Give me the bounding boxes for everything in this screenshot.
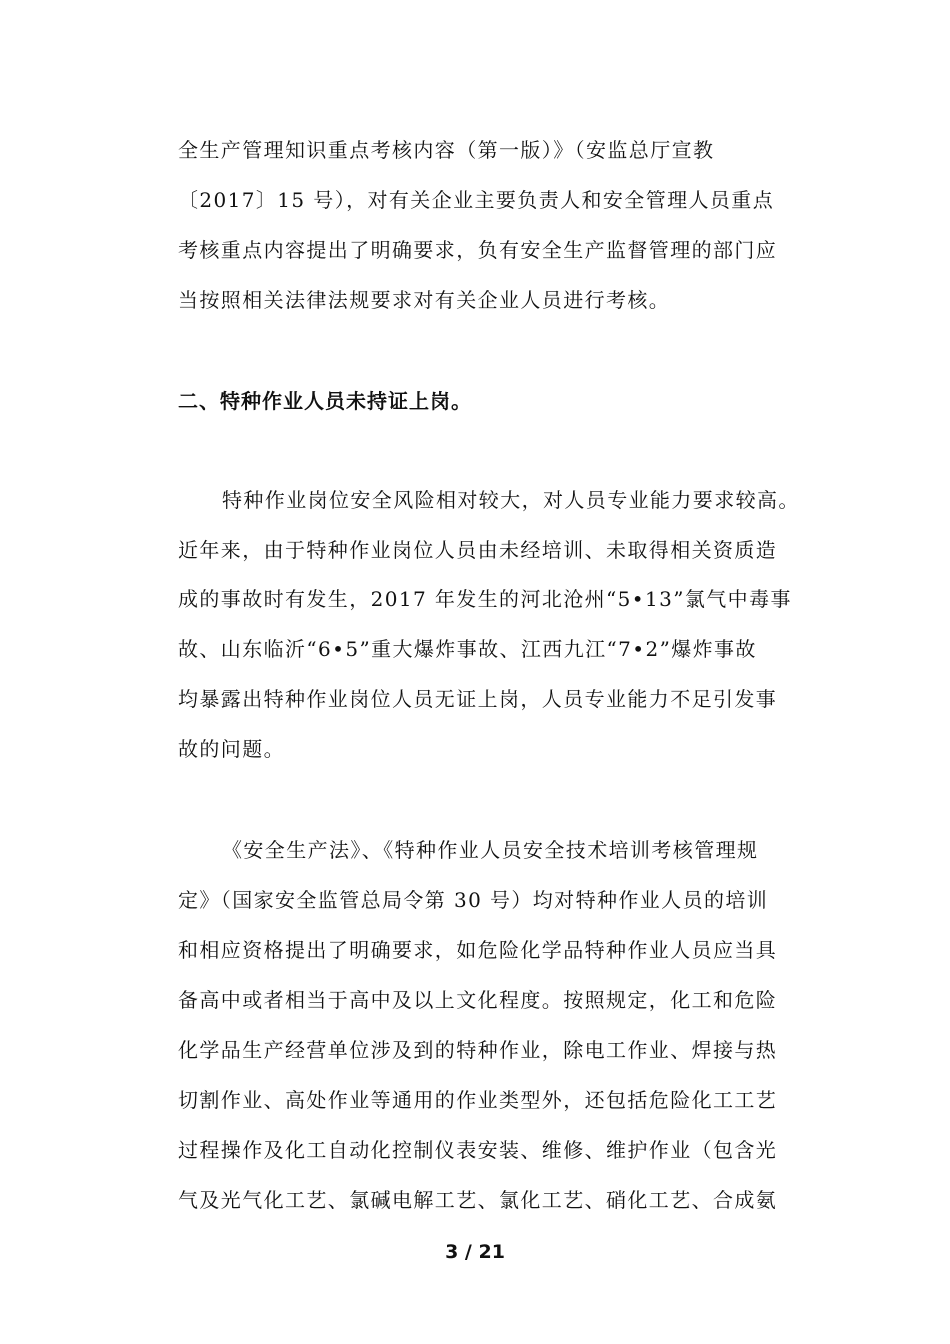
paragraph2-line-3: 成的事故时有发生，2017 年发生的河北沧州“5•13”氯气中毒事 <box>178 587 792 611</box>
paragraph2-line-4: 故、山东临沂“6•5”重大爆炸事故、江西九江“7•2”爆炸事故 <box>178 637 757 661</box>
paragraph1-line-2: 〔2017〕15 号），对有关企业主要负责人和安全管理人员重点 <box>178 188 775 212</box>
paragraph3-line-4: 备高中或者相当于高中及以上文化程度。按照规定，化工和危险 <box>178 988 778 1012</box>
paragraph2-line-5: 均暴露出特种作业岗位人员无证上岗，人员专业能力不足引发事 <box>178 687 778 711</box>
paragraph3-line-8: 气及光气化工艺、氯碱电解工艺、氯化工艺、硝化工艺、合成氨 <box>178 1188 778 1212</box>
paragraph2-line-2: 近年来，由于特种作业岗位人员由未经培训、未取得相关资质造 <box>178 538 778 562</box>
paragraph1-line-3: 考核重点内容提出了明确要求，负有安全生产监督管理的部门应 <box>178 238 778 262</box>
paragraph3-line-3: 和相应资格提出了明确要求，如危险化学品特种作业人员应当具 <box>178 938 778 962</box>
paragraph3-line-6: 切割作业、高处作业等通用的作业类型外，还包括危险化工工艺 <box>178 1088 778 1112</box>
paragraph3-line-1: 《安全生产法》、《特种作业人员安全技术培训考核管理规 <box>222 838 759 862</box>
section-heading: 二、特种作业人员未持证上岗。 <box>178 389 472 413</box>
paragraph3-line-5: 化学品生产经营单位涉及到的特种作业，除电工作业、焊接与热 <box>178 1038 778 1062</box>
paragraph2-line-6: 故的问题。 <box>178 737 285 761</box>
paragraph2-line-1: 特种作业岗位安全风险相对较大，对人员专业能力要求较高。 <box>222 488 800 512</box>
page-number: 3 / 21 <box>445 1241 505 1263</box>
paragraph1-line-1: 全生产管理知识重点考核内容（第一版）》（安监总厅宣教 <box>178 138 715 162</box>
paragraph3-line-2: 定》（国家安全监管总局令第 30 号）均对特种作业人员的培训 <box>178 888 769 912</box>
paragraph1-line-4: 当按照相关法律法规要求对有关企业人员进行考核。 <box>178 288 671 312</box>
paragraph3-line-7: 过程操作及化工自动化控制仪表安装、维修、维护作业（包含光 <box>178 1138 778 1162</box>
